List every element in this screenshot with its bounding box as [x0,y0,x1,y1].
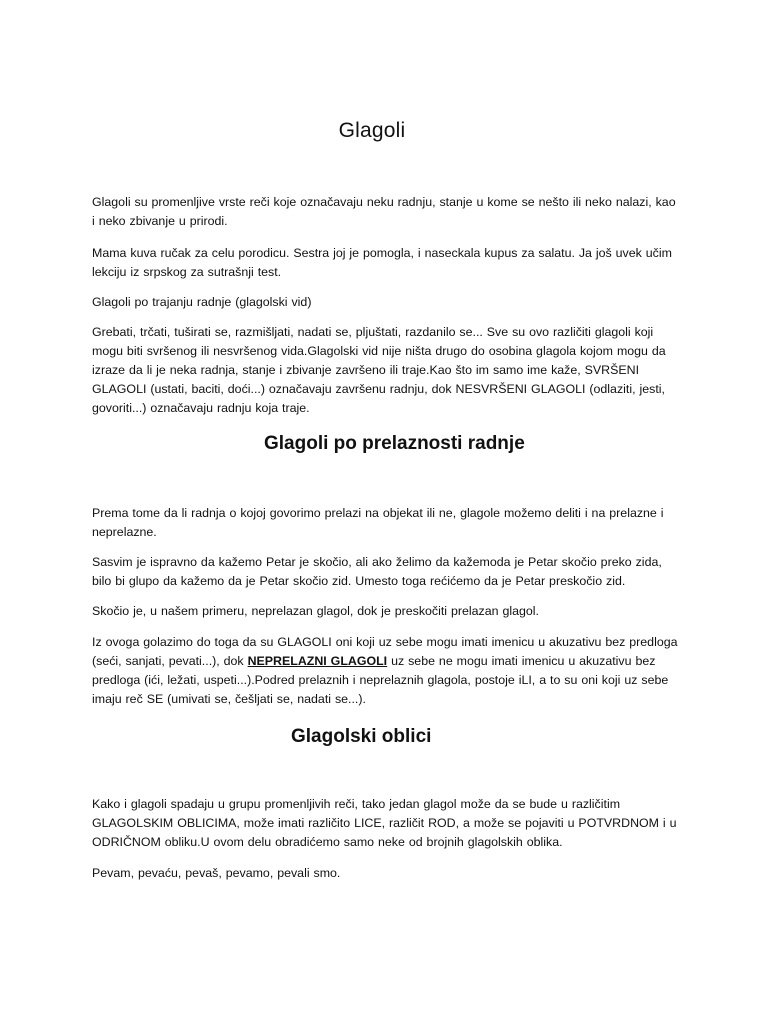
prelaznost-paragraph-example: Sasvim je ispravno da kažemo Petar je skočio, ali ako želimo da kažemoda je Petar skočio preko zida, bilo bi glupo da kažemo da je Petar skočio zid. Umesto toga rećićemo da je Petar preskočio zid. [92,555,662,588]
prelaznost-paragraph-intro: Prema tome da li radnja o kojoj govorimo prelazi na objekat ili ne, glagole možemo deliti i na prelazne i neprelazne. [92,506,664,539]
intro-paragraph-vid-heading: Glagoli po trajanju radnje (glagolski vid) [92,295,312,309]
page-title: Glagoli [338,119,406,142]
prelaznost-paragraph-summary: Skočio je, u našem primeru, neprelazan glagol, dok je preskočiti prelazan glagol. [92,604,539,618]
oblici-paragraph-example: Pevam, pevaću, pevaš, pevamo, pevali smo. [92,866,341,880]
neprelazni-glagoli-underlined: NEPRELAZNI GLAGOLI [247,654,388,668]
prelaznost-paragraph-conclusion [92,633,682,709]
intro-paragraph-example: Mama kuva ručak za celu porodicu. Sestra joj je pomogla, i naseckala kupus za salatu. Ja još uvek učim lekciju iz srpskog za sutrašnji test. [92,246,672,279]
intro-paragraph-vid: Grebati, trčati, tuširati se, razmišljati, nadati se, pljuštati, razdanilo se... Sve su ovo različiti glagoli koji mogu biti svršenog ili nesvršenog vida.Glagolski vid nije ništa drugo do osobina glagola kojom mogu da izraze da li je neka radnja, stanje i zbivanje završeno ili traje.Kao što im samo ime kaže, SVRŠENI GLAGOLI (ustati, baciti, doći...) označavaju završenu radnju, dok NESVRŠENI GLAGOLI (odlaziti, jesti, govoriti...) označavaju radnju koja traje. [92,325,666,415]
conclusion-text-end: uz sebe ne mogu imati imenicu u akuzativu bez predloga (ići, ležati, uspeti...).Podred prelaznih i neprelaznih glagola, postoje iLI, a to su oni koji uz sebe imaju reč SE (umivati se, češljati se, nadati se...). [92,654,669,706]
conclusion-text-start: Iz ovoga golazimo do toga da su GLAGOLI oni koji uz sebe mogu imati imenicu u akuzativu bez predloga (seći, sanjati, pevati...), dok [92,635,678,668]
intro-paragraph-definition: Glagoli su promenljive vrste reči koje označavaju neku radnju, stanje u kome se nešto ili neko nalazi, kao i neko zbivanje u prirodi. [92,195,676,228]
section-heading-oblici: Glagolski oblici [291,726,432,747]
section-heading-prelaznost: Glagoli po prelaznosti radnje [264,433,525,454]
oblici-paragraph-intro: Kako i glagoli spadaju u grupu promenljivih reči, tako jedan glagol može da se bude u različitim GLAGOLSKIM OBLICIMA, može imati različito LICE, različit ROD, a može se pojaviti u POTVRDNOM i u ODRIČNOM obliku.U ovom delu obradićemo samo neke od brojnih glagolskih oblika. [92,797,677,849]
